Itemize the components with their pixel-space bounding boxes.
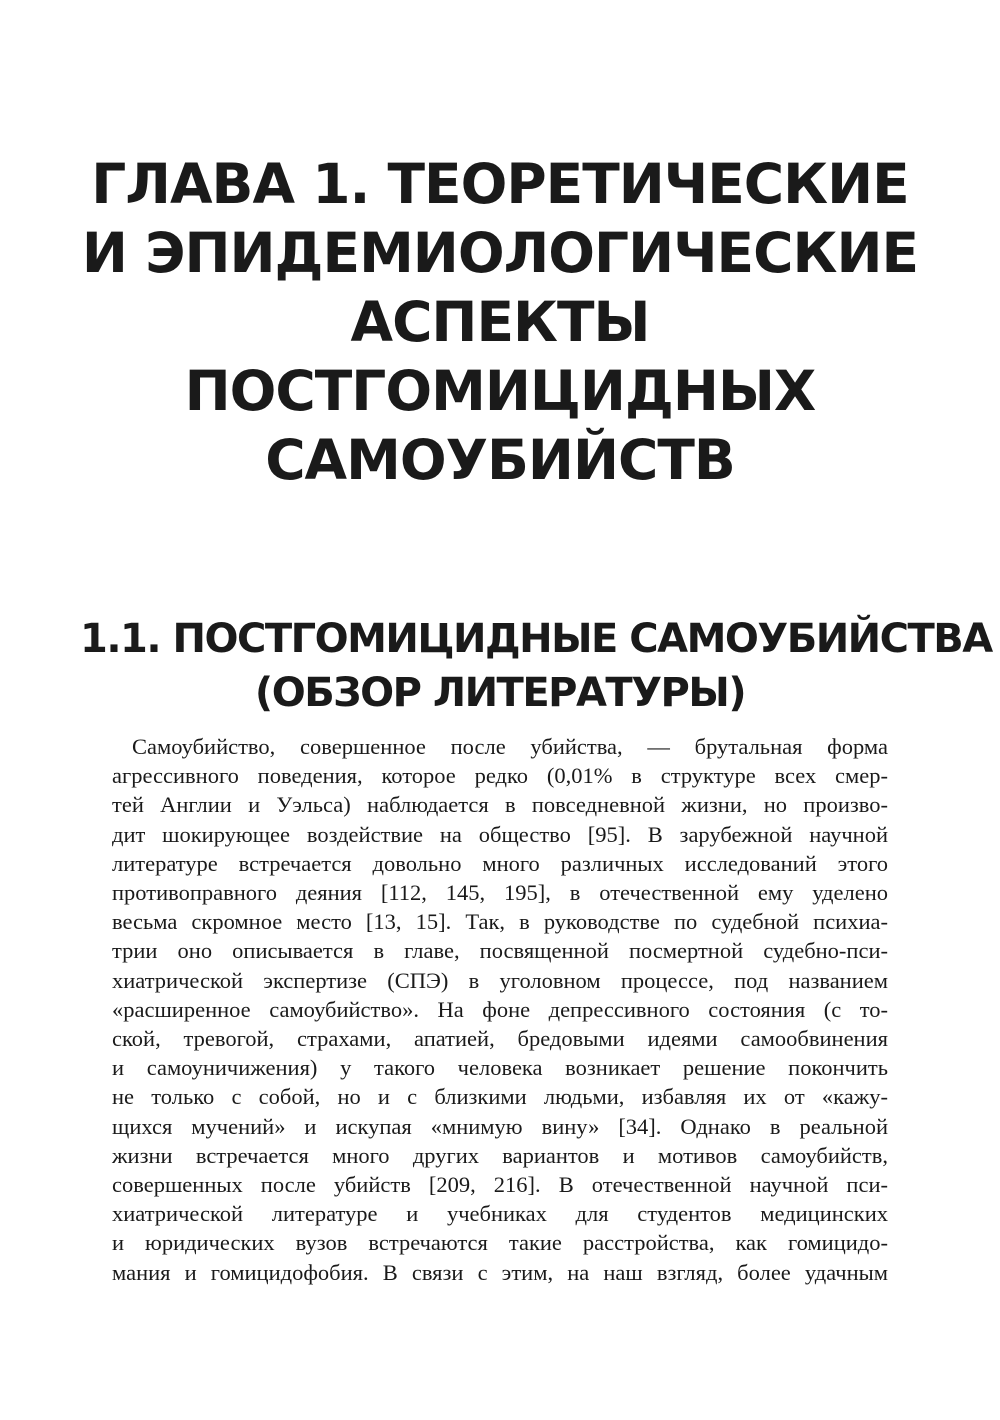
paragraph-line: щихся мучений» и искупая «мнимую вину» [34]. Однако в реальной bbox=[112, 1113, 888, 1139]
paragraph-line: дит шокирующее воздействие на общество [95]. В зарубежной научной bbox=[112, 821, 888, 847]
chapter-title-line: АСПЕКТЫ bbox=[350, 290, 650, 354]
chapter-title bbox=[80, 150, 920, 495]
paragraph-line: Самоубийство, совершенное после убийства, — брутальная форма bbox=[132, 734, 888, 759]
section-title-line: 1.1. ПОСТГОМИЦИДНЫЕ САМОУБИЙСТВА bbox=[80, 616, 992, 662]
paragraph-line: не только с собой, но и с близкими людьми, избавляя их от «кажу- bbox=[112, 1084, 888, 1110]
section-title bbox=[80, 612, 992, 720]
paragraph-line: противоправного деяния [112, 145, 195], в отечественной ему уделено bbox=[112, 880, 888, 906]
paragraph-line: ской, тревогой, страхами, апатией, бредовыми идеями самообвинения bbox=[112, 1026, 888, 1052]
paragraph-line: и юридических вузов встречаются такие расстройства, как гомицидо- bbox=[112, 1230, 888, 1256]
paragraph-line: мания и гомицидофобия. В связи с этим, на наш взгляд, более удачным bbox=[112, 1259, 888, 1285]
paragraph-line: весьма скромное место [13, 15]. Так, в руководстве по судебной психиа- bbox=[112, 909, 888, 935]
paragraph-line: агрессивного поведения, которое редко (0,01% в структуре всех смер- bbox=[112, 763, 888, 789]
chapter-title-line: И ЭПИДЕМИОЛОГИЧЕСКИЕ bbox=[81, 221, 919, 285]
paragraph-line: трии оно описывается в главе, посвященной посмертной судебно-пси- bbox=[112, 938, 888, 964]
body-paragraph bbox=[112, 732, 888, 1287]
paragraph-line: «расширенное самоубийство». На фоне депрессивного состояния (с то- bbox=[112, 996, 888, 1022]
paragraph-line: хиатрической литературе и учебниках для студентов медицинских bbox=[112, 1201, 888, 1227]
section-title-line: (ОБЗОР ЛИТЕРАТУРЫ) bbox=[254, 670, 746, 716]
paragraph-line: тей Англии и Уэльса) наблюдается в повседневной жизни, но произво- bbox=[112, 792, 888, 818]
chapter-title-line: САМОУБИЙСТВ bbox=[265, 428, 735, 492]
paragraph-line: совершенных после убийств [209, 216]. В отечественной научной пси- bbox=[112, 1172, 888, 1198]
chapter-title-line: ГЛАВА 1. ТЕОРЕТИЧЕСКИЕ bbox=[91, 152, 909, 216]
paragraph-line: литературе встречается довольно много различных исследований этого bbox=[112, 850, 888, 876]
paragraph-line: и самоуничижения) у такого человека возникает решение покончить bbox=[112, 1055, 888, 1081]
chapter-title-line: ПОСТГОМИЦИДНЫХ bbox=[184, 359, 816, 423]
paragraph-line: жизни встречается много других вариантов и мотивов самоубийств, bbox=[112, 1142, 888, 1168]
paragraph-line: хиатрической экспертизе (СПЭ) в уголовном процессе, под названием bbox=[112, 967, 888, 993]
